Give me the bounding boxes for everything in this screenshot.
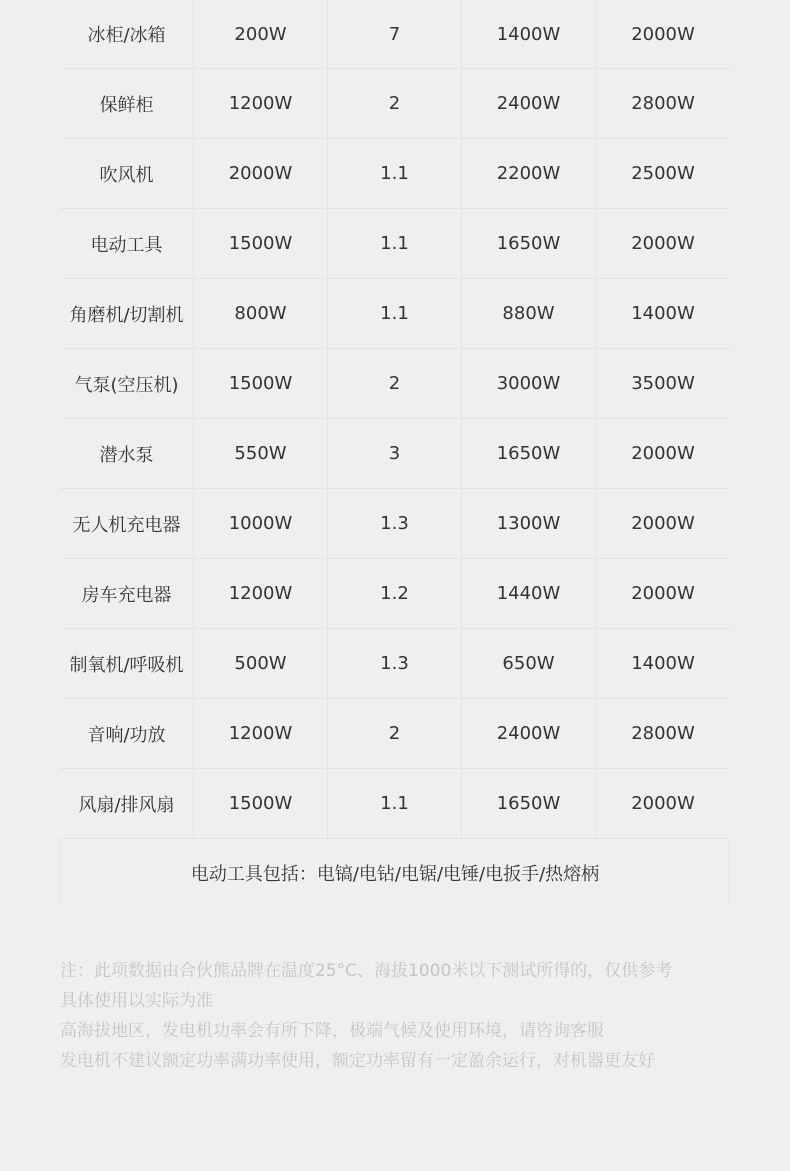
rated-power-cell: 800W [194,279,328,348]
rated-power-cell: 2000W [194,139,328,208]
table-row [60,279,730,349]
table-row [60,629,730,699]
footnote-line: 高海拔地区，发电机功率会有所下降，极端气候及使用环境，请咨询客服 [60,1021,604,1041]
recommended-power-cell: 1400W [631,303,695,324]
rated-power-cell: 1500W [194,209,328,278]
power-table [60,0,730,907]
table-row [60,769,730,839]
recommended-power-cell: 2500W [631,163,695,184]
footnote-line: 注：此项数据由合伙熊品牌在温度25°C、海拔1000米以下测试所得的，仅供参考 [60,961,673,981]
power-tools-note: 电动工具包括：电镐/电钻/电锯/电锤/电扳手/热熔柄 [60,839,730,907]
start-factor-cell: 7 [328,0,462,68]
recommended-power-cell: 2800W [631,723,695,744]
appliance-name-cell: 音响/功放 [60,699,194,768]
table-row [60,559,730,629]
start-power-cell: 2200W [462,139,596,208]
recommended-power-cell: 2000W [631,583,695,604]
footnote-line: 具体使用以实际为准 [60,991,213,1011]
start-power-cell: 1650W [462,769,596,838]
rated-power-cell: 1500W [194,769,328,838]
recommended-power-cell: 1400W [631,653,695,674]
table-row [60,209,730,279]
table-row [60,69,730,139]
appliance-name-cell: 角磨机/切割机 [60,279,194,348]
start-power-cell: 650W [462,629,596,698]
recommended-power-cell: 2000W [631,443,695,464]
table-row [60,419,730,489]
footnotes [60,956,740,1076]
rated-power-cell: 1000W [194,489,328,558]
start-power-cell: 1400W [462,0,596,68]
appliance-name-cell: 气泵(空压机) [60,349,194,418]
start-factor-cell: 1.1 [328,769,462,838]
start-factor-cell: 2 [328,69,462,138]
appliance-name-cell: 无人机充电器 [60,489,194,558]
rated-power-cell: 200W [194,0,328,68]
recommended-power-cell: 2000W [631,23,695,45]
start-factor-cell: 1.1 [328,139,462,208]
start-power-cell: 2400W [462,69,596,138]
table-row [60,699,730,769]
appliance-name-cell: 保鲜柜 [60,69,194,138]
appliance-name-cell: 吹风机 [60,139,194,208]
appliance-name-cell: 电动工具 [60,209,194,278]
start-power-cell: 1300W [462,489,596,558]
appliance-name-cell: 冰柜/冰箱 [60,0,194,68]
recommended-power-cell: 2000W [631,233,695,254]
start-factor-cell: 1.2 [328,559,462,628]
start-factor-cell: 2 [328,349,462,418]
rated-power-cell: 500W [194,629,328,698]
start-factor-cell: 1.3 [328,489,462,558]
start-power-cell: 1650W [462,419,596,488]
recommended-power-cell: 2800W [631,93,695,114]
start-factor-cell: 1.1 [328,209,462,278]
start-factor-cell: 1.3 [328,629,462,698]
rated-power-cell: 1500W [194,349,328,418]
footnote-line: 发电机不建议额定功率满功率使用，额定功率留有一定盈余运行，对机器更友好 [60,1051,655,1071]
start-power-cell: 2400W [462,699,596,768]
rated-power-cell: 1200W [194,559,328,628]
start-power-cell: 880W [462,279,596,348]
table-row [60,139,730,209]
appliance-name-cell: 潜水泵 [60,419,194,488]
appliance-name-cell: 制氧机/呼吸机 [60,629,194,698]
table-row [60,349,730,419]
table-row [60,489,730,559]
recommended-power-cell: 3500W [631,373,695,394]
start-factor-cell: 1.1 [328,279,462,348]
recommended-power-cell: 2000W [631,793,695,814]
rated-power-cell: 550W [194,419,328,488]
recommended-power-cell: 2000W [631,513,695,534]
start-factor-cell: 2 [328,699,462,768]
start-factor-cell: 3 [328,419,462,488]
start-power-cell: 1440W [462,559,596,628]
appliance-name-cell: 风扇/排风扇 [60,769,194,838]
table-row [60,0,730,69]
start-power-cell: 1650W [462,209,596,278]
appliance-name-cell: 房车充电器 [60,559,194,628]
start-power-cell: 3000W [462,349,596,418]
rated-power-cell: 1200W [194,699,328,768]
rated-power-cell: 1200W [194,69,328,138]
